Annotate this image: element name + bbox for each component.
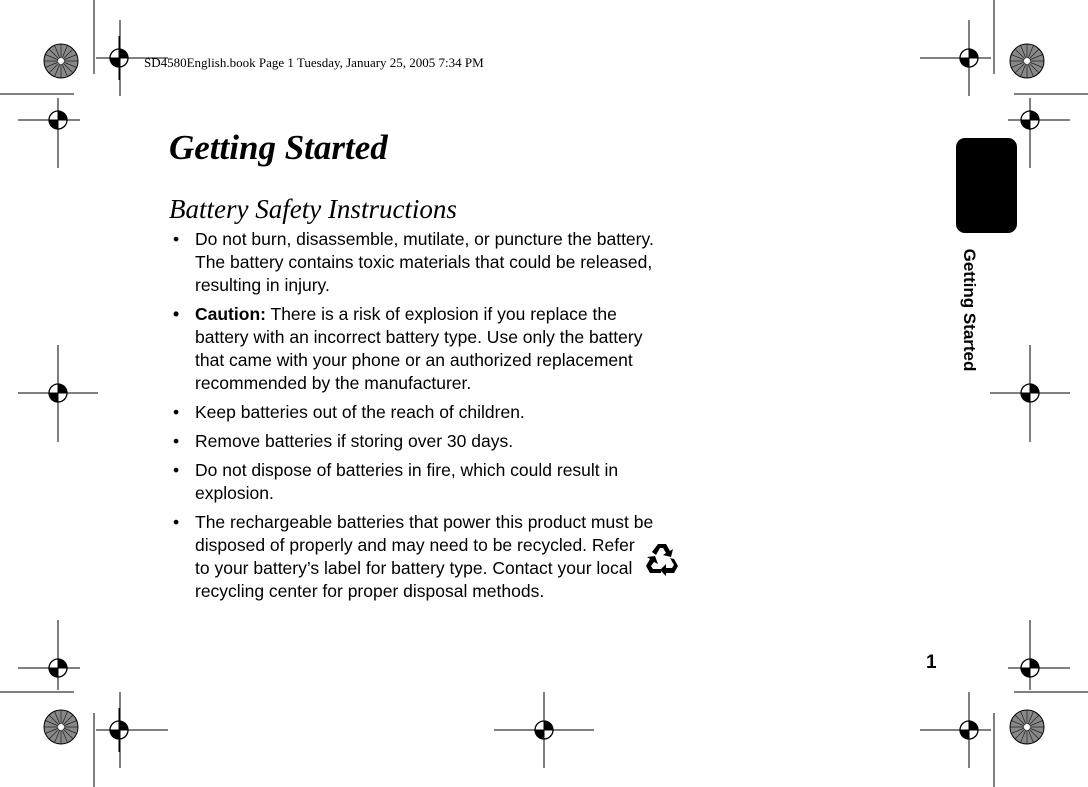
list-item-text: There is a risk of explosion if you replace the battery with an incorrect battery type. Use only the battery that came with your phone or an authorized replacement recommended by the manufacturer.	[195, 304, 643, 393]
bullet-icon: •	[173, 460, 180, 480]
book-info-header: SD4580English.book Page 1 Tuesday, January 25, 2005 7:34 PM	[144, 55, 484, 70]
list-item-text: Keep batteries out of the reach of children.	[195, 402, 525, 422]
bullet-icon: •	[173, 402, 180, 422]
list-item	[169, 511, 654, 603]
star-target-icon	[1010, 710, 1044, 744]
list-item	[169, 228, 654, 297]
list-item-text: Do not burn, disassemble, mutilate, or puncture the battery. The battery contains toxic materials that could be released, resulting in injury.	[195, 229, 654, 295]
list-item	[169, 459, 654, 505]
list-item	[169, 303, 654, 395]
bullet-icon: •	[173, 512, 180, 532]
star-target-icon	[1010, 44, 1044, 78]
chapter-tab	[956, 138, 1017, 233]
recycle-icon	[644, 541, 680, 577]
star-target-icon	[44, 710, 78, 744]
page-number: 1	[926, 652, 937, 673]
bullet-icon: •	[173, 229, 180, 249]
bullet-icon: •	[173, 431, 180, 451]
list-item	[169, 430, 654, 453]
safety-instructions-list	[169, 228, 654, 609]
bullet-icon: •	[173, 304, 180, 324]
list-item-text: The rechargeable batteries that power this product must be disposed of properly and may need to be recycled. Refer to your battery’s label for battery type. Contact your local recycling center for proper disposal methods.	[195, 512, 654, 601]
caution-label: Caution:	[195, 304, 266, 324]
star-target-icon	[44, 44, 78, 78]
list-item-text: Remove batteries if storing over 30 days.	[195, 431, 514, 451]
page-title: Getting Started	[169, 128, 388, 167]
section-title: Battery Safety Instructions	[169, 194, 457, 224]
list-item-text: Do not dispose of batteries in fire, which could result in explosion.	[195, 460, 619, 503]
chapter-tab-label: Getting Started	[960, 248, 979, 372]
list-item	[169, 401, 654, 424]
